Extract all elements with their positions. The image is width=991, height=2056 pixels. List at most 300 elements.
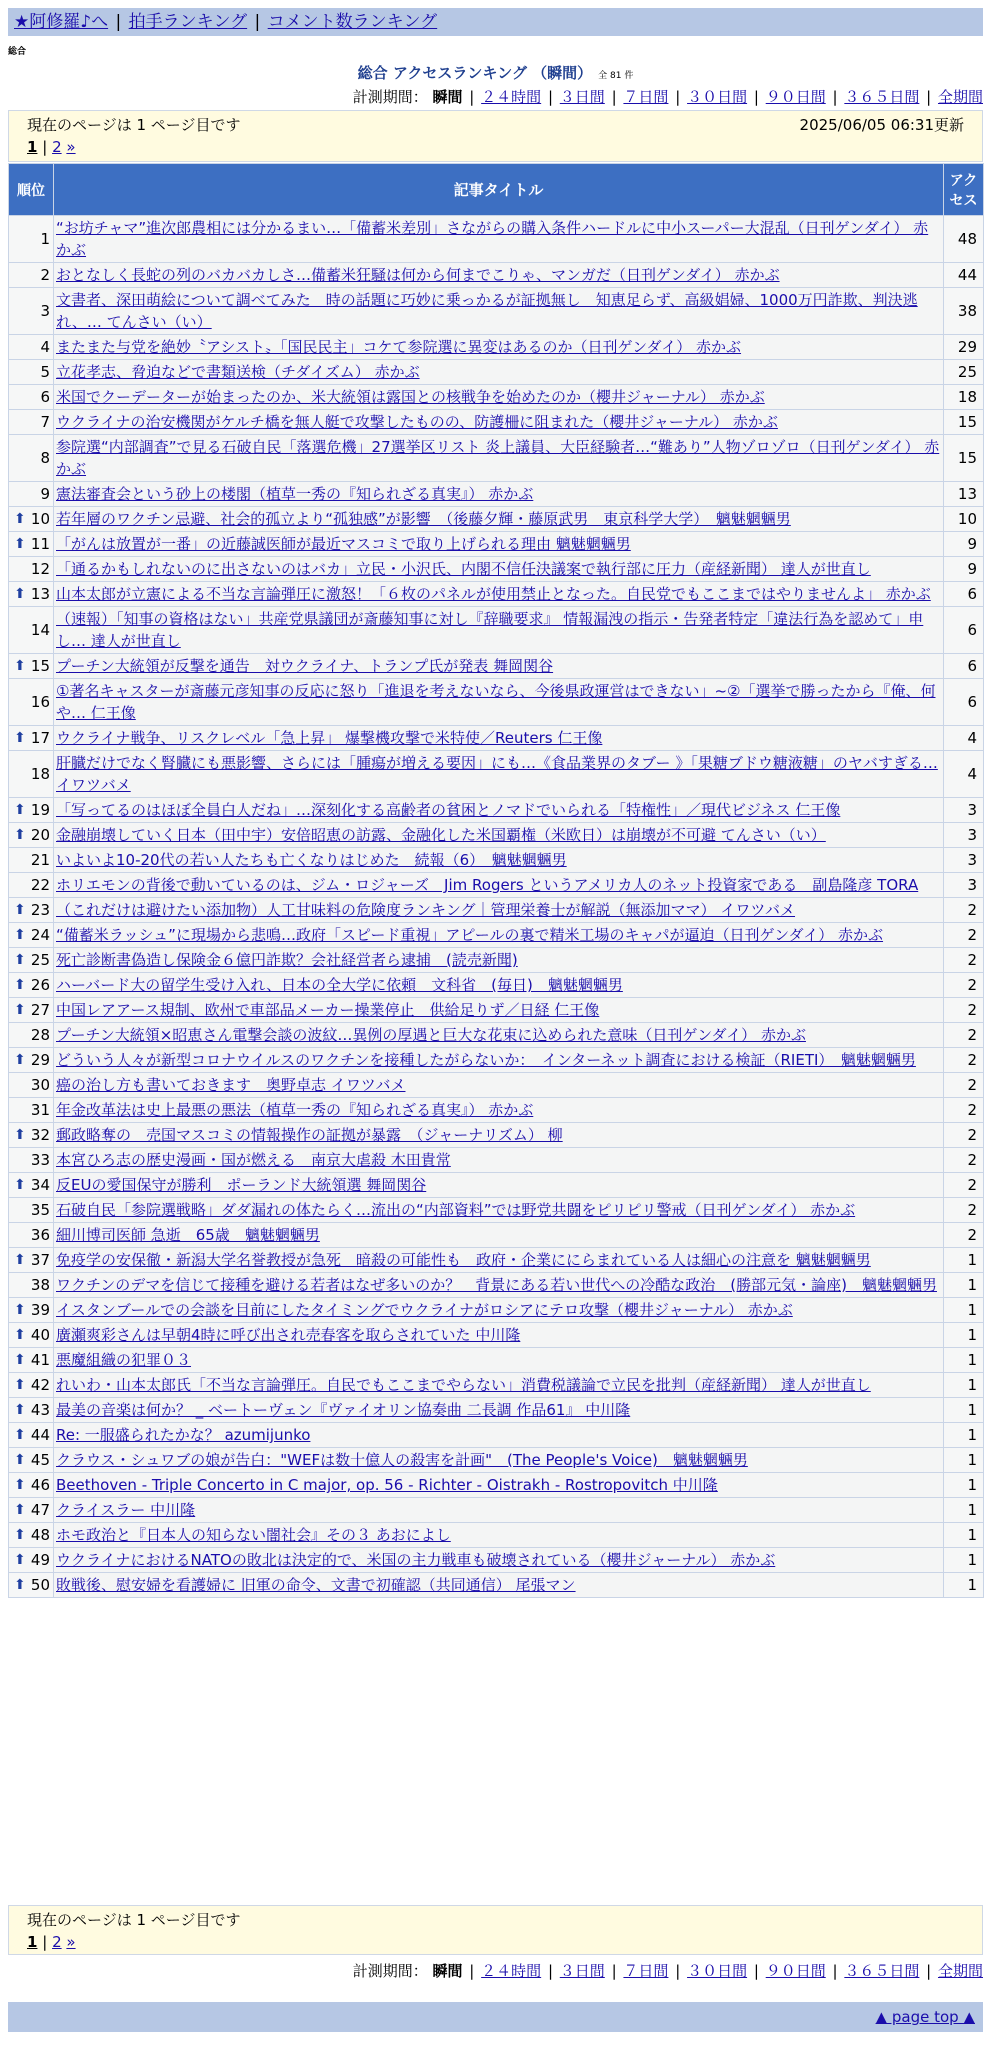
title-cell <box>54 607 944 654</box>
rank-number: 8 <box>40 449 50 467</box>
article-link[interactable]: 死亡診断書偽造し保険金６億円詐欺？会社経営者ら逮捕 (読売新聞) <box>56 951 518 969</box>
period-label: 計測期間： <box>352 1962 428 1980</box>
period-90d-link[interactable]: ９０日間 <box>765 88 826 106</box>
rank-number: 2 <box>40 266 50 284</box>
access-count: 2 <box>944 973 984 998</box>
article-link[interactable]: 年金改革法は史上最悪の悪法（植草一秀の『知られざる真実』） 赤かぶ <box>56 1101 534 1119</box>
rank-cell <box>9 1523 54 1548</box>
current-page: 1 <box>27 1933 38 1951</box>
article-link[interactable]: れいわ・山本太郎氏「不当な言論弾圧。自民でもここまでやらない」消費税議論で立民を批判（産経新聞） 達人が世直し <box>56 1376 871 1394</box>
table-row <box>9 726 984 751</box>
period-separator: | <box>926 88 932 106</box>
article-link[interactable]: 「がんは放置が一番」の近藤誠医師が最近マスコミで取り上げられる理由 魑魅魍魎男 <box>56 535 631 553</box>
up-arrow-icon: ⬆ <box>14 730 26 746</box>
access-count: 1 <box>944 1523 984 1548</box>
title-cell <box>54 410 944 435</box>
table-row <box>9 1148 984 1173</box>
table-row <box>9 1398 984 1423</box>
rank-number: 7 <box>40 413 50 431</box>
table-row <box>9 1298 984 1323</box>
article-link[interactable]: 山本太郎が立憲による不当な言論弾圧に激怒！「６枚のパネルが使用禁止となった。自民党でもここまではやりませんよ」 赤かぶ <box>56 585 931 603</box>
article-link[interactable]: Beethoven - Triple Concerto in C major, op. 56 - Richter - Oistrakh - Rostropovitch 中川隆 <box>56 1476 718 1494</box>
rank-cell <box>9 360 54 385</box>
rank-number: 40 <box>30 1326 50 1344</box>
rank-number: 49 <box>30 1551 50 1569</box>
title-cell <box>54 751 944 798</box>
title-cell <box>54 385 944 410</box>
table-row <box>9 1323 984 1348</box>
title-cell <box>54 1248 944 1273</box>
title-cell <box>54 1173 944 1198</box>
table-row <box>9 532 984 557</box>
access-count: 1 <box>944 1473 984 1498</box>
access-count: 2 <box>944 1123 984 1148</box>
rank-number: 37 <box>30 1251 50 1269</box>
table-row <box>9 1048 984 1073</box>
rank-number: 31 <box>30 1101 50 1119</box>
page-footer <box>8 2002 983 2032</box>
rank-number: 11 <box>30 535 50 553</box>
rank-cell <box>9 948 54 973</box>
access-count: 6 <box>944 679 984 726</box>
rank-cell <box>9 1148 54 1173</box>
rank-cell <box>9 1248 54 1273</box>
rank-number: 13 <box>30 585 50 603</box>
comment-ranking-link[interactable]: コメント数ランキング <box>267 12 438 32</box>
title-cell <box>54 1573 944 1598</box>
rank-cell <box>9 873 54 898</box>
article-link[interactable]: 癌の治し方も書いておきます 奥野卓志 イワツバメ <box>56 1076 406 1094</box>
period-separator: | <box>832 1962 838 1980</box>
next-page-link[interactable]: » <box>66 1933 76 1951</box>
title-cell <box>54 948 944 973</box>
article-link[interactable]: Re: 一服盛られたかな？ azumijunko <box>56 1426 311 1444</box>
rank-cell <box>9 385 54 410</box>
up-arrow-icon: ⬆ <box>14 1327 26 1343</box>
title-cell <box>54 532 944 557</box>
article-link[interactable]: いよいよ10-20代の若い人たちも亡くなりはじめた 続報（6） 魑魅魍魎男 <box>56 851 567 869</box>
access-count: 2 <box>944 898 984 923</box>
title-cell <box>54 1498 944 1523</box>
total-count: 全 81 件 <box>598 71 634 81</box>
article-link[interactable]: 「写ってるのはほぼ全員白人だね」…深刻化する高齢者の貧困とノマドでいられる「特権性」／現代ビジネス 仁王像 <box>56 801 841 819</box>
article-link[interactable]: クラウス・シュワブの娘が告白："WEFは数十億人の殺害を計画" (The People's Voice) 魑魅魍魎男 <box>56 1451 748 1469</box>
period-separator: | <box>832 88 838 106</box>
period-all-link[interactable]: 全期間 <box>937 1962 983 1980</box>
table-row <box>9 482 984 507</box>
up-arrow-icon: ⬆ <box>14 511 26 527</box>
rank-cell <box>9 482 54 507</box>
title-cell <box>54 482 944 507</box>
article-link[interactable]: 免疫学の安保徹・新潟大学名誉教授が急死 暗殺の可能性も 政府・企業ににらまれている人は細心の注意を 魑魅魍魎男 <box>56 1251 871 1269</box>
article-link[interactable]: またまた与党を絶妙〝アシスト〟「国民民主」コケて参院選に異変はあるのか（日刊ゲンダイ） 赤かぶ <box>56 338 742 356</box>
table-row <box>9 410 984 435</box>
access-count: 4 <box>944 751 984 798</box>
page-top-link[interactable]: ▲ page top ▲ <box>875 2008 975 2026</box>
rank-number: 12 <box>30 560 50 578</box>
rank-number: 1 <box>40 230 50 248</box>
title-cell <box>54 335 944 360</box>
article-link[interactable]: ホリエモンの背後で動いているのは、ジム・ロジャーズ Jim Rogers というアメリカ人のネット投資家である 副島隆彦 TORA <box>56 876 919 894</box>
up-arrow-icon: ⬆ <box>14 902 26 918</box>
title-cell <box>54 1448 944 1473</box>
article-link[interactable]: イスタンブールでの会談を目前にしたタイミングでウクライナがロシアにテロ攻撃（櫻井ジャーナル） 赤かぶ <box>56 1301 793 1319</box>
title-cell <box>54 679 944 726</box>
article-link[interactable]: 悪魔組織の犯罪０３ <box>56 1351 192 1369</box>
ranking-table <box>8 163 984 1598</box>
rank-number: 3 <box>40 302 50 320</box>
period-3d-link[interactable]: ３日間 <box>559 1962 605 1980</box>
access-count: 2 <box>944 1198 984 1223</box>
article-link[interactable]: 敗戦後、慰安婦を看護婦に 旧軍の命令、文書で初確認（共同通信） 尾張マン <box>56 1576 576 1594</box>
article-link[interactable]: 郵政略奪の 売国マスコミの情報操作の証拠が暴露 （ジャーナリズム） 柳 <box>56 1126 563 1144</box>
table-row <box>9 848 984 873</box>
title-cell <box>54 1548 944 1573</box>
article-link[interactable]: 石破自民「参院選戦略」ダダ漏れの体たらく…流出の“内部資料”では野党共闘をピリピリ警戒（日刊ゲンダイ） 赤かぶ <box>56 1201 856 1219</box>
title-cell <box>54 1223 944 1248</box>
title-cell <box>54 998 944 1023</box>
table-row <box>9 1523 984 1548</box>
title-cell <box>54 1023 944 1048</box>
title-cell <box>54 360 944 385</box>
rank-number: 10 <box>30 510 50 528</box>
table-row <box>9 823 984 848</box>
period-separator: | <box>611 1962 617 1980</box>
period-separator: | <box>469 1962 475 1980</box>
rank-cell <box>9 1448 54 1473</box>
rank-number: 9 <box>40 485 50 503</box>
access-count: 3 <box>944 873 984 898</box>
title-cell <box>54 435 944 482</box>
table-row <box>9 1348 984 1373</box>
period-separator: | <box>753 88 759 106</box>
rank-cell <box>9 1273 54 1298</box>
table-row <box>9 998 984 1023</box>
up-arrow-icon: ⬆ <box>14 1477 26 1493</box>
article-link[interactable]: 本宮ひろ志の歴史漫画・国が燃える 南京大虐殺 木田貴常 <box>56 1151 451 1169</box>
access-count: 1 <box>944 1498 984 1523</box>
period-365d-link[interactable]: ３６５日間 <box>844 88 920 106</box>
updated-timestamp: 2025/06/05 06:31更新 <box>799 116 964 134</box>
table-row <box>9 654 984 679</box>
access-count: 2 <box>944 1048 984 1073</box>
period-7d-link[interactable]: ７日間 <box>623 1962 669 1980</box>
access-count: 1 <box>944 1423 984 1448</box>
rank-cell <box>9 1048 54 1073</box>
table-row <box>9 1473 984 1498</box>
rank-number: 33 <box>30 1151 50 1169</box>
access-count: 18 <box>944 385 984 410</box>
article-link[interactable]: “備蓄米ラッシュ”に現場から悲鳴…政府「スピード重視」アピールの裏で精米工場のキャパが逼迫（日刊ゲンダイ） 赤かぶ <box>56 926 884 944</box>
article-link[interactable]: 金融崩壊していく日本（田中宇）安倍昭恵の訪露、金融化した米国覇権（米欧日）は崩壊が不可避 てんさい（い） <box>56 826 826 844</box>
article-link[interactable]: プーチン大統領が反撃を通告 対ウクライナ、トランプ氏が発表 舞岡関谷 <box>56 657 554 675</box>
up-arrow-icon: ⬆ <box>14 1577 26 1593</box>
rank-number: 22 <box>30 876 50 894</box>
access-count: 9 <box>944 557 984 582</box>
article-link[interactable]: ウクライナ戦争、リスクレベル「急上昇」 爆撃機攻撃で米特使／Reuters 仁王像 <box>56 729 603 747</box>
period-30d-link[interactable]: ３０日間 <box>687 88 748 106</box>
rank-number: 35 <box>30 1201 50 1219</box>
access-count: 44 <box>944 263 984 288</box>
access-count: 9 <box>944 532 984 557</box>
up-arrow-icon: ⬆ <box>14 977 26 993</box>
article-link[interactable]: ①著名キャスターが斎藤元彦知事の反応に怒り「進退を考えないなら、今後県政運営はできない」~②「選挙で勝ったから『俺、何や… 仁王像 <box>56 682 936 722</box>
article-link[interactable]: 参院選“内部調査”で見る石破自民「落選危機」27選挙区リスト 炎上議員、大臣経験者…“難あり”人物ゾロゾロ（日刊ゲンダイ） 赤かぶ <box>56 438 940 478</box>
access-count: 6 <box>944 607 984 654</box>
rank-cell <box>9 823 54 848</box>
period-7d-link[interactable]: ７日間 <box>623 88 669 106</box>
table-row <box>9 507 984 532</box>
article-link[interactable]: クライスラー 中川隆 <box>56 1501 196 1519</box>
table-row <box>9 385 984 410</box>
page-2-link[interactable]: 2 <box>52 1933 62 1951</box>
period-365d-link[interactable]: ３６５日間 <box>844 1962 920 1980</box>
title-cell <box>54 1048 944 1073</box>
access-count: 2 <box>944 948 984 973</box>
article-link[interactable]: 細川博司医師 急逝 65歳 魑魅魍魎男 <box>56 1226 320 1244</box>
up-arrow-icon: ⬆ <box>14 1052 26 1068</box>
table-row <box>9 1173 984 1198</box>
article-link[interactable]: プーチン大統領×昭恵さん電撃会談の波紋…異例の厚遇と巨大な花束に込められた意味（日刊ゲンダイ） 赤かぶ <box>56 1026 806 1044</box>
article-link[interactable]: （速報）「知事の資格はない」共産党県議団が斎藤知事に対し『辞職要求』 情報漏洩の指示・告発者特定「違法行為を認めて」申し… 達人が世直し <box>56 610 924 650</box>
access-header: アクセス <box>944 164 984 216</box>
article-link[interactable]: ウクライナにおけるNATOの敗北は決定的で、米国の主力戦車も破壊されている（櫻井ジャーナル） 赤かぶ <box>56 1551 776 1569</box>
article-link[interactable]: 反EUの愛国保守が勝利 ポーランド大統領選 舞岡関谷 <box>56 1176 427 1194</box>
access-count: 2 <box>944 1173 984 1198</box>
pager-separator: | <box>42 138 48 156</box>
table-row <box>9 1198 984 1223</box>
rank-cell <box>9 1423 54 1448</box>
table-row <box>9 898 984 923</box>
rank-cell <box>9 557 54 582</box>
access-count: 15 <box>944 410 984 435</box>
rank-cell <box>9 532 54 557</box>
rank-number: 39 <box>30 1301 50 1319</box>
access-count: 2 <box>944 923 984 948</box>
access-count: 1 <box>944 1348 984 1373</box>
access-count: 1 <box>944 1373 984 1398</box>
access-count: 15 <box>944 435 984 482</box>
up-arrow-icon: ⬆ <box>14 658 26 674</box>
up-arrow-icon: ⬆ <box>14 952 26 968</box>
up-arrow-icon: ⬆ <box>14 1502 26 1518</box>
access-count: 4 <box>944 726 984 751</box>
table-row <box>9 263 984 288</box>
rank-cell <box>9 973 54 998</box>
article-link[interactable]: 「通るかもしれないのに出さないのはバカ」立民・小沢氏、内閣不信任決議案で執行部に圧力（産経新聞） 達人が世直し <box>56 560 871 578</box>
rank-number: 19 <box>30 801 50 819</box>
period-24h-link[interactable]: ２４時間 <box>481 88 542 106</box>
table-row <box>9 435 984 482</box>
access-count: 1 <box>944 1573 984 1598</box>
title-cell <box>54 898 944 923</box>
period-selector-top <box>353 86 983 107</box>
article-link[interactable]: 廣瀬爽彩さんは早朝4時に呼び出され売春客を取らされていた 中川隆 <box>56 1326 521 1344</box>
rank-header: 順位 <box>9 164 54 216</box>
title-cell <box>54 1298 944 1323</box>
rank-cell <box>9 923 54 948</box>
table-row <box>9 288 984 335</box>
rank-cell <box>9 1123 54 1148</box>
article-link[interactable]: ワクチンのデマを信じて接種を避ける若者はなぜ多いのか？ 背景にある若い世代への冷酷な政治 (勝部元気・論座) 魑魅魍魎男 <box>56 1276 937 1294</box>
rank-number: 47 <box>30 1501 50 1519</box>
rank-cell <box>9 507 54 532</box>
period-separator: | <box>611 88 617 106</box>
table-row <box>9 1423 984 1448</box>
rank-cell <box>9 848 54 873</box>
rank-number: 26 <box>30 976 50 994</box>
rank-cell <box>9 607 54 654</box>
up-arrow-icon: ⬆ <box>14 827 26 843</box>
article-link[interactable]: 若年層のワクチン忌避、社会的孤立より“孤独感”が影響 （後藤夕輝・藤原武男 東京科学大学） 魑魅魍魎男 <box>56 510 791 528</box>
table-row <box>9 679 984 726</box>
period-30d-link[interactable]: ３０日間 <box>687 1962 748 1980</box>
article-link[interactable]: 文書者、深田萌絵について調べてみた 時の話題に巧妙に乗っかるが証拠無し 知恵足らず、高級娼婦、1000万円詐欺、判決逃れ、… てんさい（い） <box>56 291 918 331</box>
access-count: 1 <box>944 1298 984 1323</box>
period-separator: | <box>675 88 681 106</box>
up-arrow-icon: ⬆ <box>14 1302 26 1318</box>
top-nav <box>8 8 983 36</box>
rank-number: 4 <box>40 338 50 356</box>
pager-bottom <box>8 1905 983 1955</box>
nav-separator: | <box>115 12 122 32</box>
table-row <box>9 1548 984 1573</box>
up-arrow-icon: ⬆ <box>14 927 26 943</box>
access-count: 1 <box>944 1323 984 1348</box>
rank-cell <box>9 1323 54 1348</box>
access-count: 2 <box>944 1073 984 1098</box>
up-arrow-icon: ⬆ <box>14 1377 26 1393</box>
period-separator: | <box>753 1962 759 1980</box>
article-link[interactable]: 肝臓だけでなく腎臓にも悪影響、さらには「腫瘍が増える要因」にも…《食品業界のタブー 》「果糖ブドウ糖液糖」のヤバすぎる… イワツバメ <box>56 754 938 794</box>
article-link[interactable]: 憲法審査会という砂上の楼閣（植草一秀の『知られざる真実』） 赤かぶ <box>56 485 534 503</box>
title-cell <box>54 848 944 873</box>
article-link[interactable]: ウクライナの治安機関がケルチ橋を無人艇で攻撃したものの、防護柵に阻まれた（櫻井ジャーナル） 赤かぶ <box>56 413 778 431</box>
title-cell <box>54 923 944 948</box>
access-count: 10 <box>944 507 984 532</box>
table-row <box>9 360 984 385</box>
table-row <box>9 1123 984 1148</box>
article-link[interactable]: ホモ政治と『日本人の知らない闇社会』その３ あおによし <box>56 1526 451 1544</box>
period-24h-link[interactable]: ２４時間 <box>481 1962 542 1980</box>
rank-cell <box>9 435 54 482</box>
table-row <box>9 1098 984 1123</box>
next-page-link[interactable]: » <box>66 138 76 156</box>
table-row <box>9 873 984 898</box>
title-cell <box>54 1198 944 1223</box>
rank-number: 20 <box>30 826 50 844</box>
period-separator: | <box>469 88 475 106</box>
rank-cell <box>9 1173 54 1198</box>
access-count: 2 <box>944 1023 984 1048</box>
rank-number: 32 <box>30 1126 50 1144</box>
page-2-link[interactable]: 2 <box>52 138 62 156</box>
page-status: 現在のページは 1 ページ目です <box>27 116 241 134</box>
title-cell <box>54 1523 944 1548</box>
rank-number: 16 <box>30 693 50 711</box>
home-link[interactable]: ★阿修羅♪へ <box>14 12 109 32</box>
access-count: 1 <box>944 1448 984 1473</box>
rank-cell <box>9 1098 54 1123</box>
title-cell <box>54 873 944 898</box>
article-link[interactable]: おとなしく長蛇の列のバカバカしさ…備蓄米狂騒は何から何までこりゃ、マンガだ（日刊ゲンダイ） 赤かぶ <box>56 266 780 284</box>
period-90d-link[interactable]: ９０日間 <box>765 1962 826 1980</box>
title-cell <box>54 1073 944 1098</box>
rank-number: 28 <box>30 1026 50 1044</box>
current-page: 1 <box>27 138 38 156</box>
title-cell <box>54 557 944 582</box>
access-count: 3 <box>944 823 984 848</box>
article-link[interactable]: 中国レアアース規制、欧州で車部品メーカー操業停止 供給足りず／日経 仁王像 <box>56 1001 600 1019</box>
title-cell <box>54 216 944 263</box>
title-cell <box>54 1123 944 1148</box>
access-count: 13 <box>944 482 984 507</box>
access-count: 2 <box>944 1223 984 1248</box>
article-link[interactable]: ハーバード大の留学生受け入れ、日本の全大学に依頼 文科省 (毎日) 魑魅魍魎男 <box>56 976 623 994</box>
article-link[interactable]: 最美の音楽は何か？ _ ベートーヴェン『ヴァイオリン協奏曲 二長調 作品61』 中川隆 <box>56 1401 631 1419</box>
table-row <box>9 1498 984 1523</box>
table-row <box>9 973 984 998</box>
title-cell <box>54 654 944 679</box>
rank-number: 42 <box>30 1376 50 1394</box>
rank-number: 45 <box>30 1451 50 1469</box>
pager-separator: | <box>42 1933 48 1951</box>
access-count: 2 <box>944 1098 984 1123</box>
title-cell <box>54 1373 944 1398</box>
period-all-link[interactable]: 全期間 <box>937 88 983 106</box>
title-cell <box>54 973 944 998</box>
up-arrow-icon: ⬆ <box>14 1527 26 1543</box>
up-arrow-icon: ⬆ <box>14 1252 26 1268</box>
access-count: 25 <box>944 360 984 385</box>
rank-number: 18 <box>30 765 50 783</box>
table-row <box>9 557 984 582</box>
title-cell <box>54 1148 944 1173</box>
access-count: 2 <box>944 998 984 1023</box>
pager-top <box>8 110 983 162</box>
rank-number: 5 <box>40 363 50 381</box>
rank-number: 38 <box>30 1276 50 1294</box>
table-row <box>9 948 984 973</box>
rank-number: 23 <box>30 901 50 919</box>
rank-cell <box>9 1548 54 1573</box>
rank-number: 43 <box>30 1401 50 1419</box>
table-row <box>9 607 984 654</box>
clap-ranking-link[interactable]: 拍手ランキング <box>128 12 248 32</box>
rank-cell <box>9 679 54 726</box>
table-row <box>9 582 984 607</box>
period-label: 計測期間： <box>352 88 428 106</box>
article-link[interactable]: どういう人々が新型コロナウイルスのワクチンを接種したがらないか： インターネット調査における検証（RIETI） 魑魅魍魎男 <box>56 1051 916 1069</box>
rank-number: 46 <box>30 1476 50 1494</box>
article-link[interactable]: （これだけは避けたい添加物）人工甘味料の危険度ランキング｜管理栄養士が解説（無添加ママ） イワツバメ <box>56 901 796 919</box>
access-count: 1 <box>944 1248 984 1273</box>
article-link[interactable]: 立花孝志、脅迫などで書類送検（チダイズム） 赤かぶ <box>56 363 420 381</box>
period-3d-link[interactable]: ３日間 <box>559 88 605 106</box>
article-link[interactable]: 米国でクーデーターが始まったのか、米大統領は露国との核戦争を始めたのか（櫻井ジャーナル） 赤かぶ <box>56 388 765 406</box>
up-arrow-icon: ⬆ <box>14 1427 26 1443</box>
article-link[interactable]: “お坊チャマ”進次郎農相には分かるまい…「備蓄米差別」さながらの購入条件ハードルに中小スーパー大混乱（日刊ゲンダイ） 赤かぶ <box>56 219 929 259</box>
ranking-title: 総合 アクセスランキング （瞬間） <box>357 64 593 82</box>
period-separator: | <box>926 1962 932 1980</box>
table-row <box>9 1273 984 1298</box>
up-arrow-icon: ⬆ <box>14 1552 26 1568</box>
period-selector-bottom <box>353 1960 983 1981</box>
category-label: 総合 <box>8 47 27 57</box>
rank-number: 27 <box>30 1001 50 1019</box>
up-arrow-icon: ⬆ <box>14 536 26 552</box>
rank-cell <box>9 288 54 335</box>
